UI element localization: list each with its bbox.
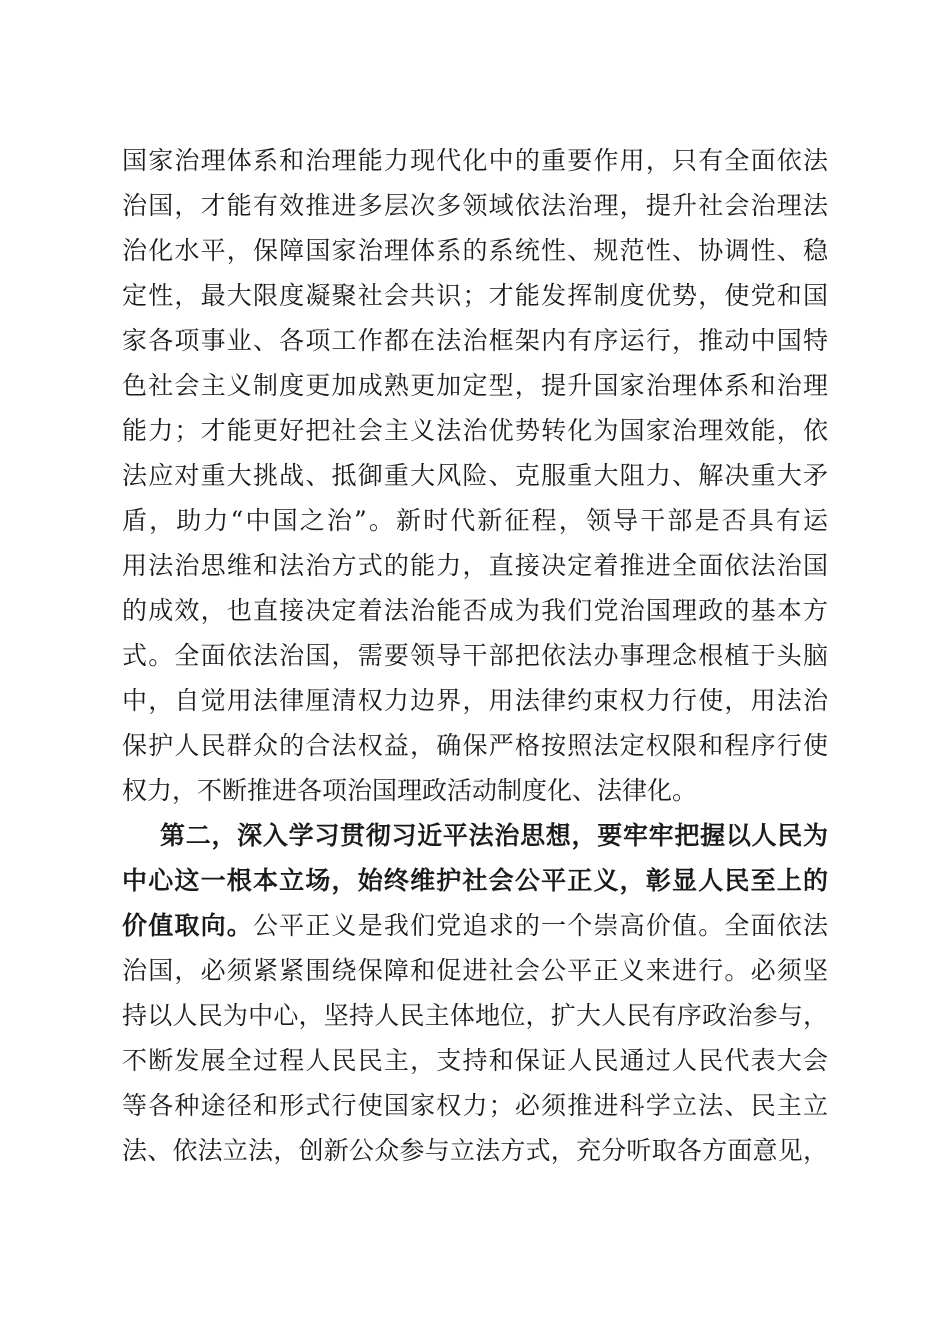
text-line: 治国，必须紧紧围绕保障和促进社会公平正义来进行。必须坚 <box>122 956 828 985</box>
text-line: 盾，助力“中国之治”。新时代新征程，领导干部是否具有运 <box>122 506 828 535</box>
text-line: 色社会主义制度更加成熟更加定型，提升国家治理体系和治理 <box>122 371 828 400</box>
text-line: 持以人民为中心，坚持人民主体地位，扩大人民有序政治参与， <box>122 1001 828 1030</box>
text-line: 保护人民群众的合法权益，确保严格按照法定权限和程序行使 <box>122 731 828 760</box>
text-line: 的成效，也直接决定着法治能否成为我们党治国理政的基本方 <box>122 596 828 625</box>
text-line-bold: 第二，深入学习贯彻习近平法治思想，要牢牢把握以人民为 <box>160 821 828 850</box>
text-line: 用法治思维和法治方式的能力，直接决定着推进全面依法治国 <box>122 551 828 580</box>
text-line-bold: 中心这一根本立场，始终维护社会公平正义，彰显人民至上的 <box>122 866 828 895</box>
text-line: 法、依法立法，创新公众参与立法方式，充分听取各方面意见， <box>122 1136 828 1165</box>
bold-lead-text: 价值取向。 <box>122 911 253 940</box>
text-line: 权力，不断推进各项治国理政活动制度化、法律化。 <box>122 776 698 805</box>
text-line: 定性，最大限度凝聚社会共识；才能发挥制度优势，使党和国 <box>122 281 828 310</box>
text-line: 等各种途径和形式行使国家权力；必须推进科学立法、民主立 <box>122 1091 828 1120</box>
regular-text: 公平正义是我们党追求的一个崇高价值。全面依法 <box>252 911 828 940</box>
text-line: 法应对重大挑战、抵御重大风险、克服重大阻力、解决重大矛 <box>122 461 828 490</box>
text-line: 式。全面依法治国，需要领导干部把依法办事理念根植于头脑 <box>122 641 828 670</box>
text-line: 治化水平，保障国家治理体系的系统性、规范性、协调性、稳 <box>122 236 828 265</box>
text-line: 治国，才能有效推进多层次多领域依法治理，提升社会治理法 <box>122 191 828 220</box>
text-line: 能力；才能更好把社会主义法治优势转化为国家治理效能，依 <box>122 416 828 445</box>
text-line: 家各项事业、各项工作都在法治框架内有序运行，推动中国特 <box>122 326 828 355</box>
text-line: 国家治理体系和治理能力现代化中的重要作用，只有全面依法 <box>122 146 828 175</box>
text-line: 中，自觉用法律厘清权力边界，用法律约束权力行使，用法治 <box>122 686 828 715</box>
text-line: 不断发展全过程人民民主，支持和保证人民通过人民代表大会 <box>122 1046 828 1075</box>
text-line-mixed <box>122 906 828 946</box>
